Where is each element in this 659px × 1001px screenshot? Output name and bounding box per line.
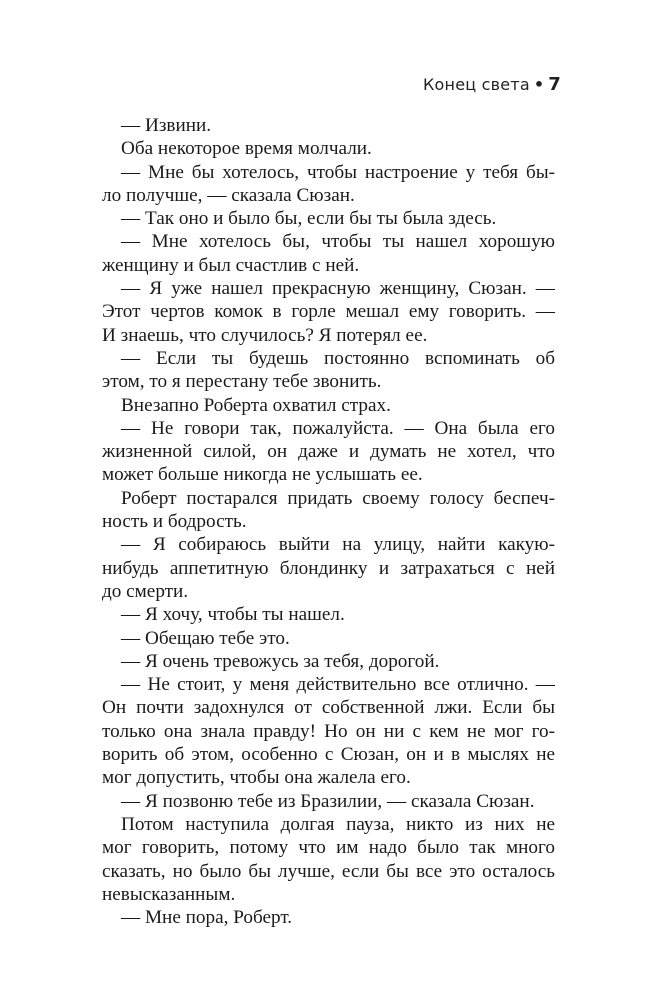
text-line: — Я уже нашел прекрасную женщину, Сюзан. — (121, 278, 555, 300)
text-line: Оба некоторое время молчали. (121, 138, 372, 160)
text-line: Он почти задохнулся от собственной лжи. Если бы (102, 697, 555, 719)
running-header (423, 74, 561, 95)
text-line: женщину и был счастлив с ней. (102, 254, 360, 276)
text-line: ло получше, — сказала Сюзан. (102, 184, 355, 206)
text-line: жизненной силой, он даже и думать не хотел, что (102, 441, 555, 463)
header-separator: • (533, 75, 545, 94)
text-line: до смерти. (102, 580, 189, 602)
text-line: — Обещаю тебе это. (121, 627, 290, 649)
text-line: Этот чертов комок в горле мешал ему говорить. — (102, 301, 555, 323)
text-line: — Если ты будешь постоянно вспоминать об (121, 347, 555, 369)
text-body (102, 114, 555, 929)
text-line: — Я хочу, чтобы ты нашел. (121, 604, 345, 626)
page-number: 7 (548, 74, 561, 95)
text-line: — Так оно и было бы, если бы ты была здесь. (121, 208, 497, 230)
text-line: — Мне пора, Роберт. (121, 907, 293, 929)
text-line: — Мне бы хотелось, чтобы настроение у тебя бы- (121, 161, 555, 183)
text-line: мог допустить, чтобы она жалела его. (102, 767, 411, 789)
text-line: только она знала правду! Но он ни с кем не мог го- (102, 720, 555, 742)
text-line: — Я собираюсь выйти на улицу, найти какую- (121, 534, 555, 556)
text-line: этом, то я перестану тебе звонить. (102, 371, 382, 393)
text-line: Роберт постарался придать своему голосу беспеч- (121, 487, 555, 509)
text-line: ворить об этом, особенно с Сюзан, он и в мыслях не (102, 744, 555, 766)
text-line: Потом наступила долгая пауза, никто из них не (121, 813, 555, 835)
running-title: Конец света (423, 75, 530, 94)
text-line: невысказанным. (102, 883, 236, 905)
text-line: — Мне хотелось бы, чтобы ты нашел хорошую (121, 231, 555, 253)
text-line: — Извини. (121, 115, 212, 136)
text-line: может больше никогда не услышать ее. (102, 464, 423, 486)
text-line: — Я очень тревожусь за тебя, дорогой. (121, 650, 440, 672)
text-line: нибудь аппетитную блондинку и затрахаться с ней (102, 557, 555, 579)
text-line: Внезапно Роберта охватил страх. (121, 394, 391, 416)
text-line: мог говорить, потому что им надо было так много (102, 837, 555, 859)
text-line: И знаешь, что случилось? Я потерял ее. (102, 324, 428, 346)
text-line: — Не стоит, у меня действительно все отлично. — (121, 674, 555, 696)
text-line: сказать, но было бы лучше, если бы все это осталось (102, 860, 555, 882)
text-line: — Не говори так, пожалуйста. — Она была его (121, 417, 555, 439)
text-line: — Я позвоню тебе из Бразилии, — сказала Сюзан. (121, 790, 535, 812)
text-line: ность и бодрость. (102, 511, 247, 533)
